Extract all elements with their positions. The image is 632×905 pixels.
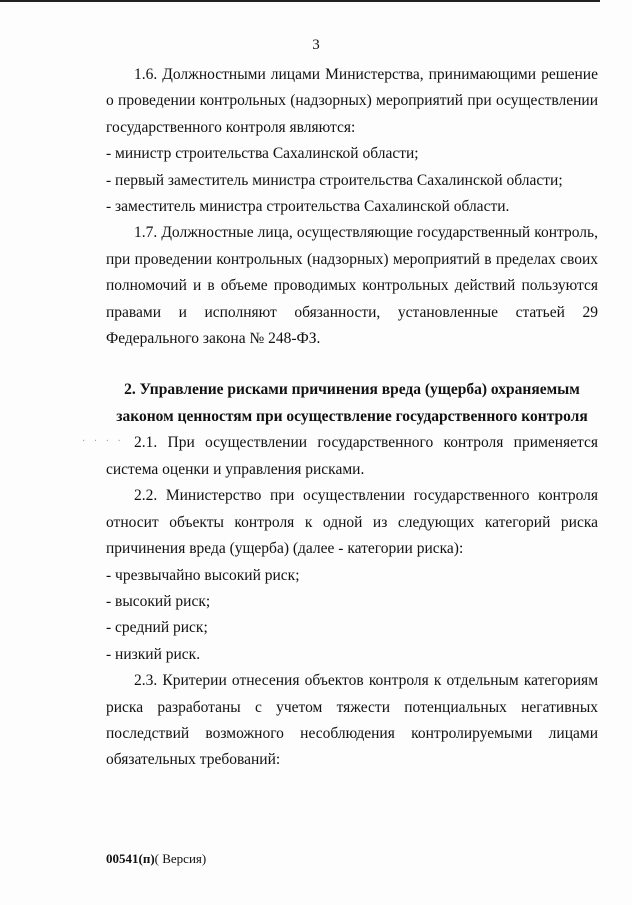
paragraph-2-1: 2.1. При осуществлении государственного контроля применяется система оценки и управления рисками.: [106, 434, 598, 478]
document-version: ( Версия): [154, 851, 207, 866]
page-number: 3: [312, 37, 320, 53]
list-item: - чрезвычайно высокий риск;: [106, 566, 300, 584]
list-item: - заместитель министра строительства Сахалинской области.: [106, 198, 510, 216]
list-item: - низкий риск.: [106, 645, 201, 663]
paragraph-1-6: 1.6. Должностными лицами Министерства, принимающими решение о проведении контрольных (надзорных) мероприятий при осуществлении государственного контроля являются:: [106, 66, 598, 136]
scan-margin-marks: · · · ·: [82, 436, 124, 447]
document-body: [106, 62, 598, 774]
list-item: - министр строительства Сахалинской области;: [106, 145, 419, 163]
section-heading-2: 2. Управление рисками причинения вреда (ущерба) охраняемым законом ценностям при осуществление государственного контроля: [116, 381, 588, 426]
list-item: - высокий риск;: [106, 592, 211, 610]
document-footer: [106, 851, 206, 867]
paragraph-2-3: 2.3. Критерии отнесения объектов контроля к отдельным категориям риска разработаны с учетом тяжести потенциальных негативных последствий возможного несоблюдения контролируемыми лицами обязательных требований:: [106, 672, 598, 769]
document-code: 00541(п): [106, 851, 155, 866]
paragraph-2-2: 2.2. Министерство при осуществлении государственного контроля относит объекты контроля к одной из следующих категорий риска причинения вреда (ущерба) (далее - категории риска):: [106, 487, 598, 558]
list-item: - средний риск;: [106, 619, 208, 637]
list-item: - первый заместитель министра строительства Сахалинской области;: [106, 171, 563, 189]
paragraph-1-7: 1.7. Должностные лица, осуществляющие государственный контроль, при проведении контрольных (надзорных) мероприятий в пределах своих полномочий и в объеме проводимых контрольных действий пользуются правами и исполняют обязанности, установленные статьей 29 Федерального закона № 248-ФЗ.: [106, 224, 598, 348]
scan-edge-line: [0, 0, 600, 2]
